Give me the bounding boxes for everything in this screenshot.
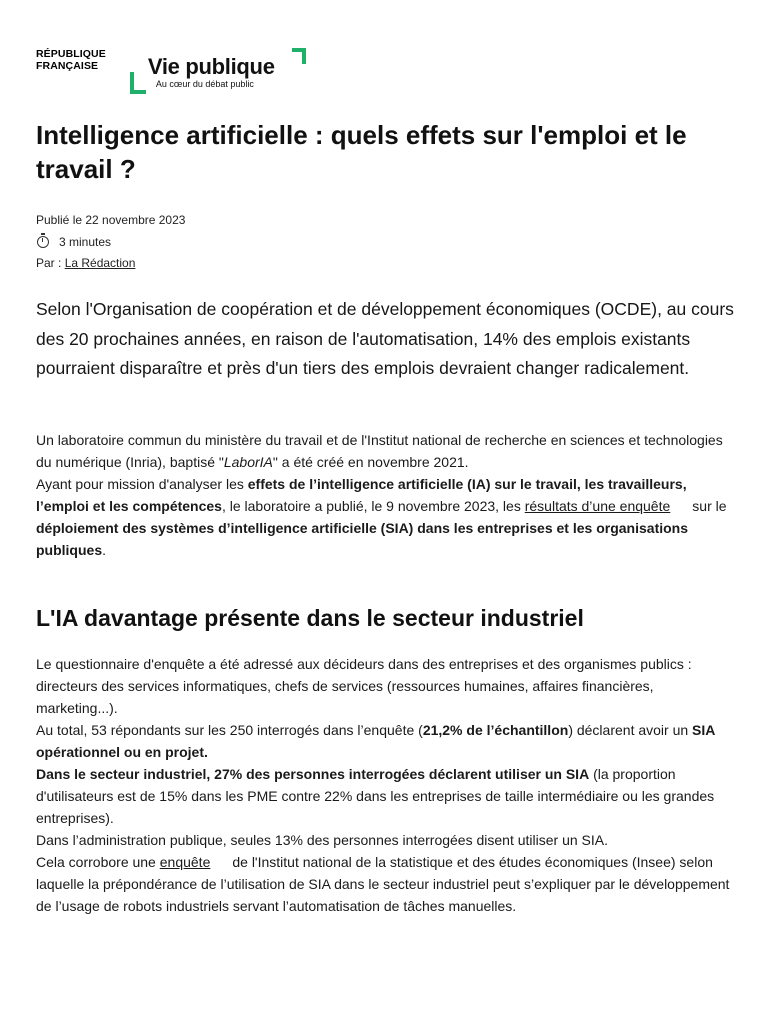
text-span: , le laboratoire a publié, le 9 novembre 2023, les — [221, 498, 525, 514]
laboria-name: LaborIA — [223, 454, 273, 470]
text-span: Ayant pour mission d'analyser les — [36, 476, 248, 492]
brand-name: Vie publique — [147, 54, 275, 79]
site-header — [36, 48, 306, 98]
paragraph-industry — [36, 763, 736, 829]
text-span: ) déclarent avoir un — [568, 722, 693, 738]
text-span: Au total, 53 répondants sur les 250 interrogés dans l’enquête ( — [36, 722, 423, 738]
logo-corner-bracket-icon — [292, 48, 306, 64]
paragraph-mission — [36, 473, 736, 561]
republique-francaise-logo[interactable] — [36, 48, 106, 72]
author-line — [36, 253, 636, 275]
section-heading: L'IA davantage présente dans le secteur industriel — [36, 605, 584, 631]
paragraph-questionnaire: Le questionnaire d'enquête a été adressé aux décideurs dans des entreprises et des organismes publics : directeurs des services informatiques, chefs de services (ressources humaines, affaires financières, marketing...). — [36, 656, 692, 716]
article-meta — [36, 210, 636, 275]
logo-corner-bracket-icon — [130, 72, 146, 94]
survey-results-link[interactable]: résultats d’une enquête — [524, 498, 671, 514]
paragraph-insee — [36, 851, 736, 917]
bold-text: déploiement des systèmes d’intelligence artificielle (SIA) dans les entreprises et les organisations publiques — [36, 520, 689, 558]
text-span: " a été créé en novembre 2021. — [272, 454, 469, 470]
article-lead: Selon l'Organisation de coopération et de développement économiques (OCDE), au cours des 20 prochaines années, en raison de l'automatisation, 14% des emplois existants pourraient disparaître et près d'un tiers des emplois devraient changer radicalement. — [36, 299, 734, 378]
section-paragraphs — [36, 653, 736, 917]
paragraph-administration: Dans l’administration publique, seules 13% des personnes interrogées disent utiliser un SIA. — [36, 832, 608, 848]
text-span: sur le — [692, 498, 727, 514]
author-prefix: Par : — [36, 256, 65, 270]
paragraph-respondents — [36, 719, 736, 763]
text-span: (la proportion d'utilisateurs est de 15% dans les PME contre 22% dans les entreprises de taille intermédiaire ou les grandes entreprises). — [36, 766, 715, 826]
author-link[interactable]: La Rédaction — [64, 256, 136, 270]
reading-time — [36, 232, 636, 254]
bold-text: effets de l’intelligence artificielle (IA) sur le travail, les travailleurs, l’emploi et les compétences — [36, 476, 687, 514]
article-title: Intelligence artificielle : quels effets sur l'emploi et le travail ? — [36, 120, 687, 184]
vie-publique-logo[interactable] — [130, 48, 306, 98]
stopwatch-icon — [37, 236, 49, 248]
bold-text: Dans le secteur industriel, 27% des personnes interrogées déclarent utiliser un SIA — [36, 766, 590, 782]
bold-text: 21,2% de l’échantillon — [422, 722, 569, 738]
paragraph-laboria — [36, 429, 736, 473]
text-span: Un laboratoire commun du ministère du travail et de l'Institut national de recherche en sciences et technologies du numérique (Inria), baptisé " — [36, 432, 723, 470]
reading-time-label: 3 minutes — [59, 234, 112, 249]
insee-survey-link[interactable]: enquête — [159, 854, 211, 870]
republic-line-1: RÉPUBLIQUE — [36, 48, 106, 60]
republic-line-2: FRANÇAISE — [36, 60, 99, 72]
bold-text: SIA opérationnel ou en projet. — [36, 722, 715, 760]
intro-paragraphs — [36, 429, 736, 561]
brand-tagline: Au cœur du débat public — [155, 79, 254, 89]
text-span: de l'Institut national de la statistique et des études économiques (Insee) selon laquelle la prépondérance de l’utilisation de SIA dans le secteur industriel peut s’expliquer par le développement de l’usage de robots industriels servant l’automatisation de tâches manuelles. — [36, 854, 730, 914]
text-span: . — [102, 542, 107, 558]
text-span: Cela corrobore une — [36, 854, 160, 870]
publish-date: Publié le 22 novembre 2023 — [36, 213, 186, 227]
